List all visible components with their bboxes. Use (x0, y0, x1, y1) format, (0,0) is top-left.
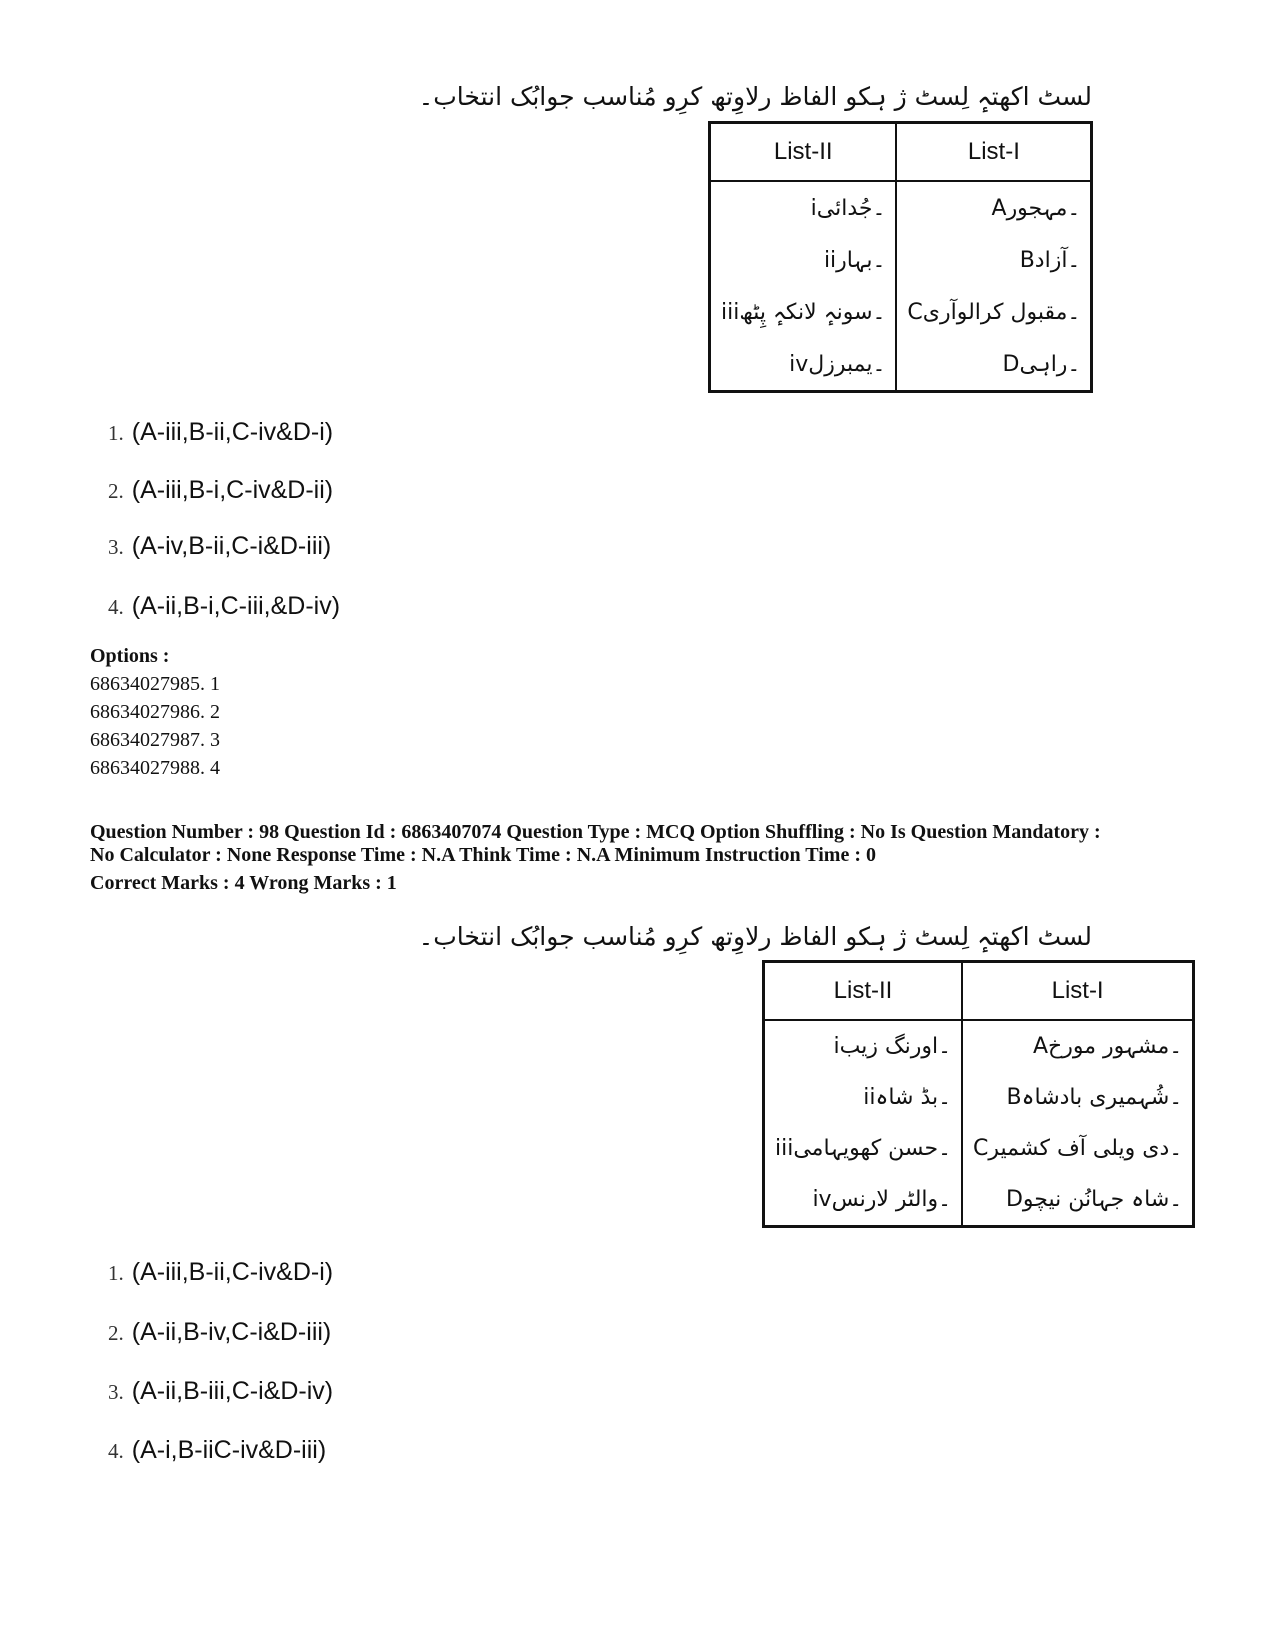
choice-number: 4. (108, 1439, 124, 1463)
choice-number: 3. (108, 1380, 124, 1404)
q98-match-table (762, 960, 1195, 1228)
table-row (764, 1123, 1194, 1174)
q98-list-ii-item: i۔اورنگ زیب (764, 1020, 963, 1072)
option-id-1: 68634027985. 1 (90, 673, 220, 695)
q97-list-ii-item: i۔جُدائی (710, 181, 897, 234)
q98-choice-1 (108, 1258, 333, 1287)
q98-list-i-item: B۔شُہمیری بادشاہ (962, 1072, 1194, 1123)
options-label: Options : (90, 645, 170, 667)
choice-text: (A-iii,B-i,C-iv&D-ii) (131, 476, 334, 504)
q98-instruction: لسٹ اکھتہٕ لِسٹ ژ ہکو الفاظ رلاوِتھ کرِو مُناسب جوابُک انتخاب۔ (418, 922, 1092, 951)
choice-text: (A-iii,B-ii,C-iv&D-i) (131, 418, 334, 446)
q97-choice-4 (108, 592, 340, 621)
choice-number: 1. (108, 1261, 124, 1285)
q97-list-ii-item: iii۔سونہٕ لانکہٕ پِٹھ (710, 286, 897, 338)
choice-text: (A-iv,B-ii,C-i&D-iii) (131, 532, 332, 560)
q98-header-list-i: List-I (962, 962, 1194, 1021)
q98-choice-2 (108, 1318, 331, 1347)
table-row (710, 286, 1092, 338)
q98-marks: Correct Marks : 4 Wrong Marks : 1 (90, 872, 397, 894)
choice-number: 4. (108, 595, 124, 619)
q98-choice-4 (108, 1436, 326, 1465)
q98-list-ii-item: iv۔والٹر لارنس (764, 1174, 963, 1227)
q97-list-ii-item: iv۔یمبرزل (710, 338, 897, 392)
option-id-4: 68634027988. 4 (90, 757, 220, 779)
q98-choice-3 (108, 1377, 333, 1406)
table-row (764, 1020, 1194, 1072)
table-row (764, 1174, 1194, 1227)
q97-match-table (708, 121, 1093, 393)
q98-list-i-item: D۔شاہ جہانُن نیچو (962, 1174, 1194, 1227)
table-row (710, 181, 1092, 234)
q97-instruction: لسٹ اکھتہٕ لِسٹ ژ ہکو الفاظ رلاوِتھ کرِو مُناسب جوابُک انتخاب۔ (418, 82, 1092, 111)
q98-header-list-ii: List-II (764, 962, 963, 1021)
choice-text: (A-ii,B-i,C-iii,&D-iv) (131, 592, 341, 620)
choice-number: 2. (108, 479, 124, 503)
q98-list-i-item: C۔دی ویلی آف کشمیر (962, 1123, 1194, 1174)
q98-list-ii-item: iii۔حسن کھویہامی (764, 1123, 963, 1174)
q97-header-list-ii: List-II (710, 123, 897, 182)
q97-list-i-item: C۔مقبول کرالوآری (896, 286, 1091, 338)
q97-list-i-item: A۔مہجور (896, 181, 1091, 234)
q97-list-i-item: D۔راہی (896, 338, 1091, 392)
q97-header-list-i: List-I (896, 123, 1091, 182)
choice-text: (A-i,B-iiC-iv&D-iii) (131, 1436, 327, 1464)
choice-text: (A-ii,B-iii,C-i&D-iv) (131, 1377, 334, 1405)
table-row (764, 1072, 1194, 1123)
choice-number: 1. (108, 421, 124, 445)
table-row (710, 234, 1092, 286)
q97-list-ii-item: ii۔بہار (710, 234, 897, 286)
choice-text: (A-ii,B-iv,C-i&D-iii) (131, 1318, 332, 1346)
q98-meta-line-1: Question Number : 98 Question Id : 6863407074 Question Type : MCQ Option Shuffling : No Is Question Mandatory : (90, 821, 1101, 843)
q98-meta-line-2: No Calculator : None Response Time : N.A Think Time : N.A Minimum Instruction Time : 0 (90, 844, 876, 866)
q98-list-i-item: A۔مشہور مورخ (962, 1020, 1194, 1072)
option-id-2: 68634027986. 2 (90, 701, 220, 723)
option-id-3: 68634027987. 3 (90, 729, 220, 751)
choice-number: 3. (108, 535, 124, 559)
choice-number: 2. (108, 1321, 124, 1345)
q97-list-i-item: B۔آزاد (896, 234, 1091, 286)
table-row (710, 338, 1092, 392)
q98-list-ii-item: ii۔بڈ شاہ (764, 1072, 963, 1123)
q97-choice-1 (108, 418, 333, 447)
choice-text: (A-iii,B-ii,C-iv&D-i) (131, 1258, 334, 1286)
q97-choice-2 (108, 476, 333, 505)
q97-choice-3 (108, 532, 331, 561)
